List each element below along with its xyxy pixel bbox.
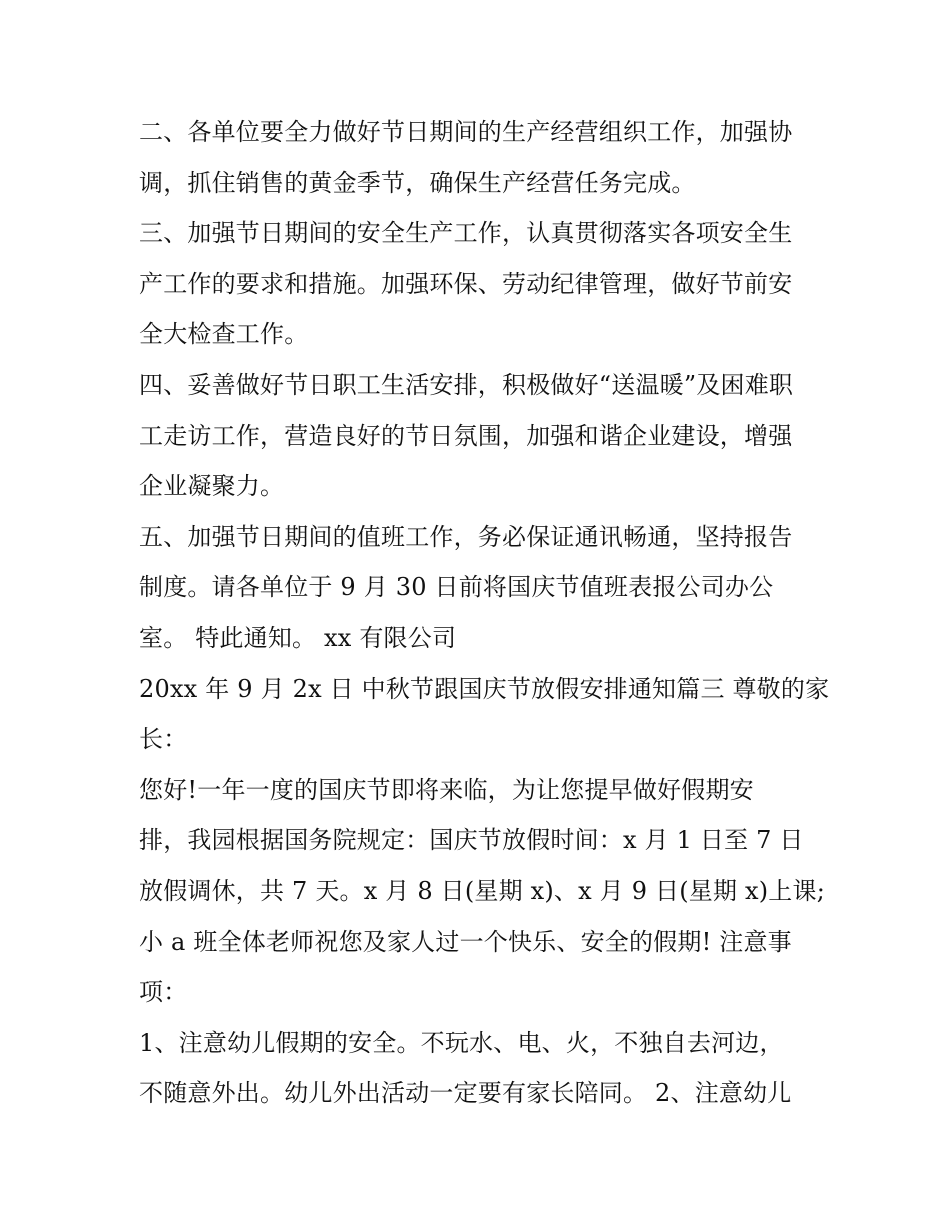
text-line-10: 制度。请各单位于 9 月 30 日前将国庆节值班表报公司办公: [139, 573, 774, 602]
text-line-07: 工走访工作，营造良好的节日氛围，加强和谐企业建设，增强: [139, 421, 793, 450]
text-line-15: 排，我园根据国务院规定：国庆节放假时间：x 月 1 日至 7 日: [139, 826, 804, 855]
text-line-06: 四、妥善做好节日职工生活安排，积极做好“送温暖”及困难职: [139, 370, 794, 399]
text-line-05: 全大检查工作。: [139, 320, 309, 349]
text-line-01: 二、各单位要全力做好节日期间的生产经营组织工作，加强协: [139, 118, 793, 146]
text-line-19: 1、注意幼儿假期的安全。不玩水、电、火，不独自去河边，: [139, 1028, 784, 1057]
text-line-02: 调，抓住销售的黄金季节，确保生产经营任务完成。: [139, 168, 696, 197]
text-line-08: 企业凝聚力。: [139, 472, 285, 501]
text-line-03: 三、加强节日期间的安全生产工作，认真贯彻落实各项安全生: [139, 219, 793, 248]
text-line-11: 室。 特此通知。 xx 有限公司: [139, 623, 457, 652]
text-line-04: 产工作的要求和措施。加强环保、劳动纪律管理，做好节前安: [139, 269, 793, 298]
text-line-16: 放假调休，共 7 天。x 月 8 日(星期 x)、x 月 9 日(星期 x)上课;: [139, 876, 825, 905]
text-line-18: 项：: [139, 978, 188, 1007]
text-line-17: 小 a 班全体老师祝您及家人过一个快乐、安全的假期! 注意事: [139, 927, 792, 956]
document-body: [139, 107, 829, 1119]
text-line-09: 五、加强节日期间的值班工作，务必保证通讯畅通，坚持报告: [139, 522, 793, 551]
text-line-20: 不随意外出。幼儿外出活动一定要有家长陪同。 2、注意幼儿: [139, 1079, 792, 1108]
text-line-13: 长：: [139, 725, 188, 754]
text-line-14: 您好!一年一度的国庆节即将来临，为让您提早做好假期安: [139, 775, 754, 804]
text-line-12: 20xx 年 9 月 2x 日 中秋节跟国庆节放假安排通知篇三 尊敬的家: [139, 674, 829, 703]
